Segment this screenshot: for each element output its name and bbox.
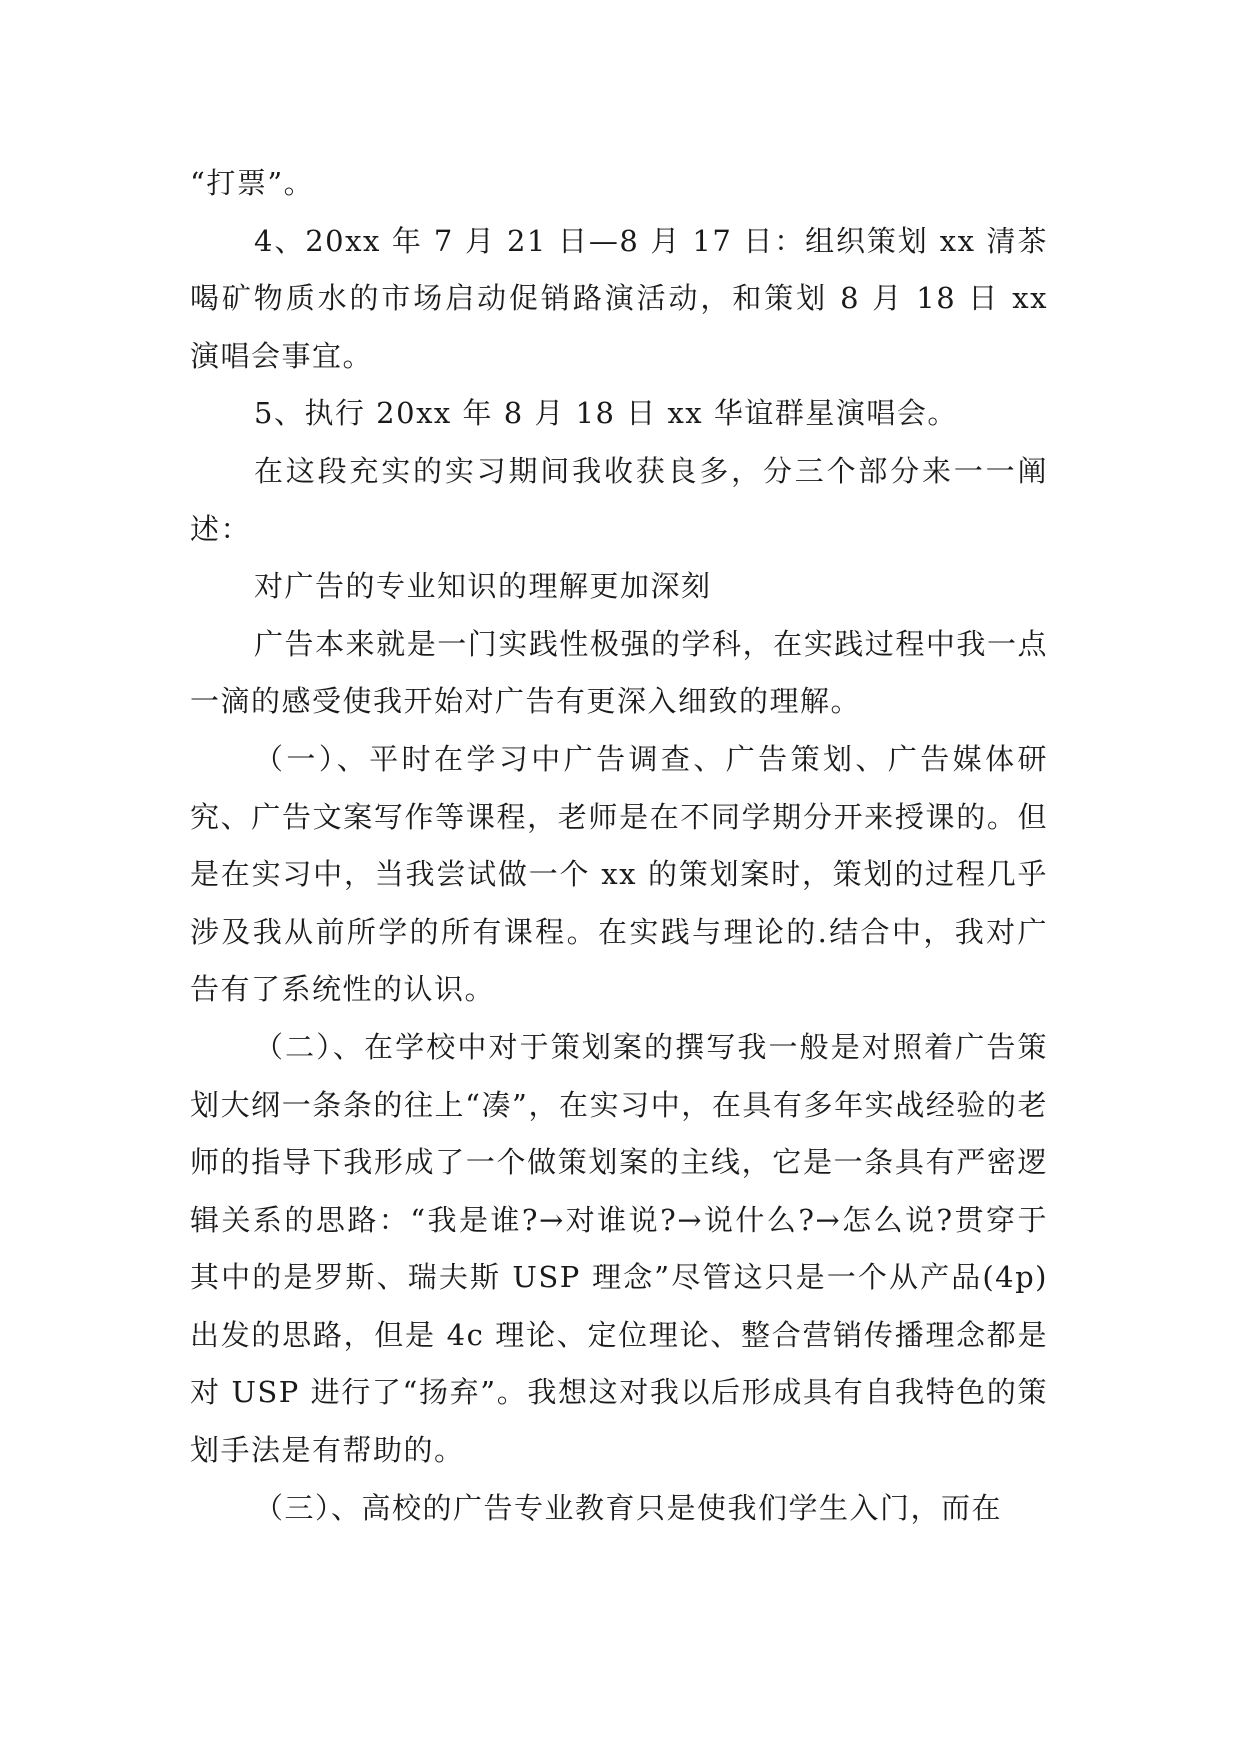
paragraph-list-item-5: 5、执行 20xx 年 8 月 18 日 xx 华谊群星演唱会。 bbox=[254, 396, 958, 431]
paragraph-intro: 在这段充实的实习期间我收获良多，分三个部分来一一阐述： bbox=[190, 453, 1048, 546]
paragraph-point-2: （二）、在学校中对于策划案的撰写我一般是对照着广告策划大纲一条条的往上“凑”，在实习中，在具有多年实战经验的老师的指导下我形成了一个做策划案的主线，它是一条具有严密逻辑关系的思路：“我是谁?→对谁说?→说什么?→怎么说?贯穿于其中的是罗斯、瑞夫斯 USP 理念”尽管这只是一个从产品(4p)出发的思路，但是 4c 理论、定位理论、整合营销传播理念都是对 USP 进行了“扬弃”。我想这对我以后形成具有自我特色的策划手法是有帮助的。 bbox=[190, 1029, 1048, 1468]
paragraph-point-1: （一）、平时在学习中广告调查、广告策划、广告媒体研究、广告文案写作等课程，老师是在不同学期分开来授课的。但是在实习中，当我尝试做一个 xx 的策划案时，策划的过程几乎涉及我从前所学的所有课程。在实践与理论的.结合中，我对广告有了系统性的认识。 bbox=[190, 741, 1048, 1007]
paragraph-body: 广告本来就是一门实践性极强的学科，在实践过程中我一点一滴的感受使我开始对广告有更深入细致的理解。 bbox=[190, 626, 1048, 719]
section-heading: 对广告的专业知识的理解更加深刻 bbox=[254, 569, 712, 604]
paragraph-continuation: “打票”。 bbox=[190, 166, 315, 200]
paragraph-list-item-4: 4、20xx 年 7 月 21 日—8 月 17 日：组织策划 xx 清茶喝矿物质水的市场启动促销路演活动，和策划 8 月 18 日 xx 演唱会事宜。 bbox=[190, 223, 1048, 373]
paragraph-point-3: （三）、高校的广告专业教育只是使我们学生入门，而在 bbox=[254, 1490, 1003, 1525]
document-body bbox=[190, 155, 1048, 1537]
